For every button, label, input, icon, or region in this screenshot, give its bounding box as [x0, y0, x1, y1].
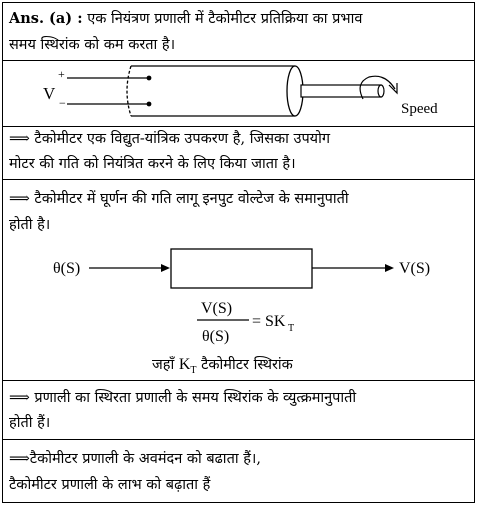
implies-arrow-icon: ⟹ — [9, 191, 30, 207]
answer-label: Ans. (a) : — [9, 10, 83, 27]
point-text: टैकोमीटर में घूर्णन की गति लागू इनपुट वोल्टेज के समानुपाती — [34, 191, 349, 207]
output-arrowhead — [385, 264, 394, 272]
block-input-label: θ(S) — [53, 260, 81, 277]
implies-arrow-icon: ⟹ — [9, 390, 30, 406]
voltage-label: V — [43, 84, 56, 103]
shaft-end — [378, 85, 384, 97]
where-symbol-subscript: T — [190, 364, 197, 376]
formula-numerator: V(S) — [201, 300, 233, 317]
block-output-label: V(S) — [399, 260, 431, 277]
point-4-line-1 — [9, 450, 261, 468]
motor-body — [131, 66, 295, 116]
tachometer-block — [171, 249, 312, 288]
implies-arrow-icon: ⟹ — [9, 451, 30, 467]
answer-text-1: एक नियंत्रण प्रणाली में टैकोमीटर प्रतिक्रिया का प्रभाव — [87, 11, 363, 27]
plus-sign: + — [58, 67, 65, 81]
implies-arrow-icon: ⟹ — [9, 131, 30, 147]
point-4-line-2: टैकोमीटर प्रणाली के लाभ को बढ़ाता हैं — [9, 477, 211, 493]
transfer-function — [3, 295, 473, 349]
divider — [3, 439, 474, 440]
terminal-bottom — [147, 102, 152, 107]
formula-rhs-subscript: T — [288, 323, 295, 334]
terminal-top — [147, 76, 152, 81]
rotation-arrowhead — [389, 83, 397, 93]
point-text: प्रणाली का स्थिरता प्रणाली के समय स्थिरांक के व्युत्क्रमानुपाती — [34, 390, 357, 406]
answer-box — [2, 2, 475, 503]
divider — [3, 380, 474, 381]
tachometer-figure — [3, 61, 473, 125]
motor-shaft — [301, 85, 381, 97]
speed-label: Speed — [401, 101, 438, 117]
input-arrowhead — [161, 264, 170, 272]
point-text: टैकोमीटर एक विद्युत-यांत्रिक उपकरण है, जिसका उपयोग — [34, 131, 331, 147]
point-2-line-1 — [9, 190, 349, 208]
formula-denominator: θ(S) — [202, 328, 230, 345]
where-symbol: K — [178, 356, 191, 373]
point-1-line-2: मोटर की गति को नियंत्रित करने के लिए किया जाता है। — [9, 156, 296, 172]
point-3-line-2: होती हैं। — [9, 415, 51, 431]
point-3-line-1 — [9, 389, 356, 407]
divider — [3, 126, 474, 127]
answer-text-2: समय स्थिरांक को कम करता है। — [9, 37, 176, 53]
point-1-line-1 — [9, 130, 330, 148]
where-line — [152, 356, 293, 380]
block-diagram — [3, 241, 473, 295]
minus-sign: − — [59, 96, 66, 110]
formula-rhs: = SK — [252, 313, 286, 330]
point-text: टैकोमीटर प्रणाली के अवमंदन को बढाता हैं।, — [29, 451, 261, 467]
motor-back-edge — [127, 66, 131, 116]
point-2-line-2: होती है। — [9, 217, 51, 233]
divider — [3, 179, 474, 180]
answer-line-1 — [9, 10, 362, 28]
where-prefix: जहाँ — [152, 357, 175, 373]
where-suffix: टैकोमीटर स्थिरांक — [201, 357, 293, 373]
